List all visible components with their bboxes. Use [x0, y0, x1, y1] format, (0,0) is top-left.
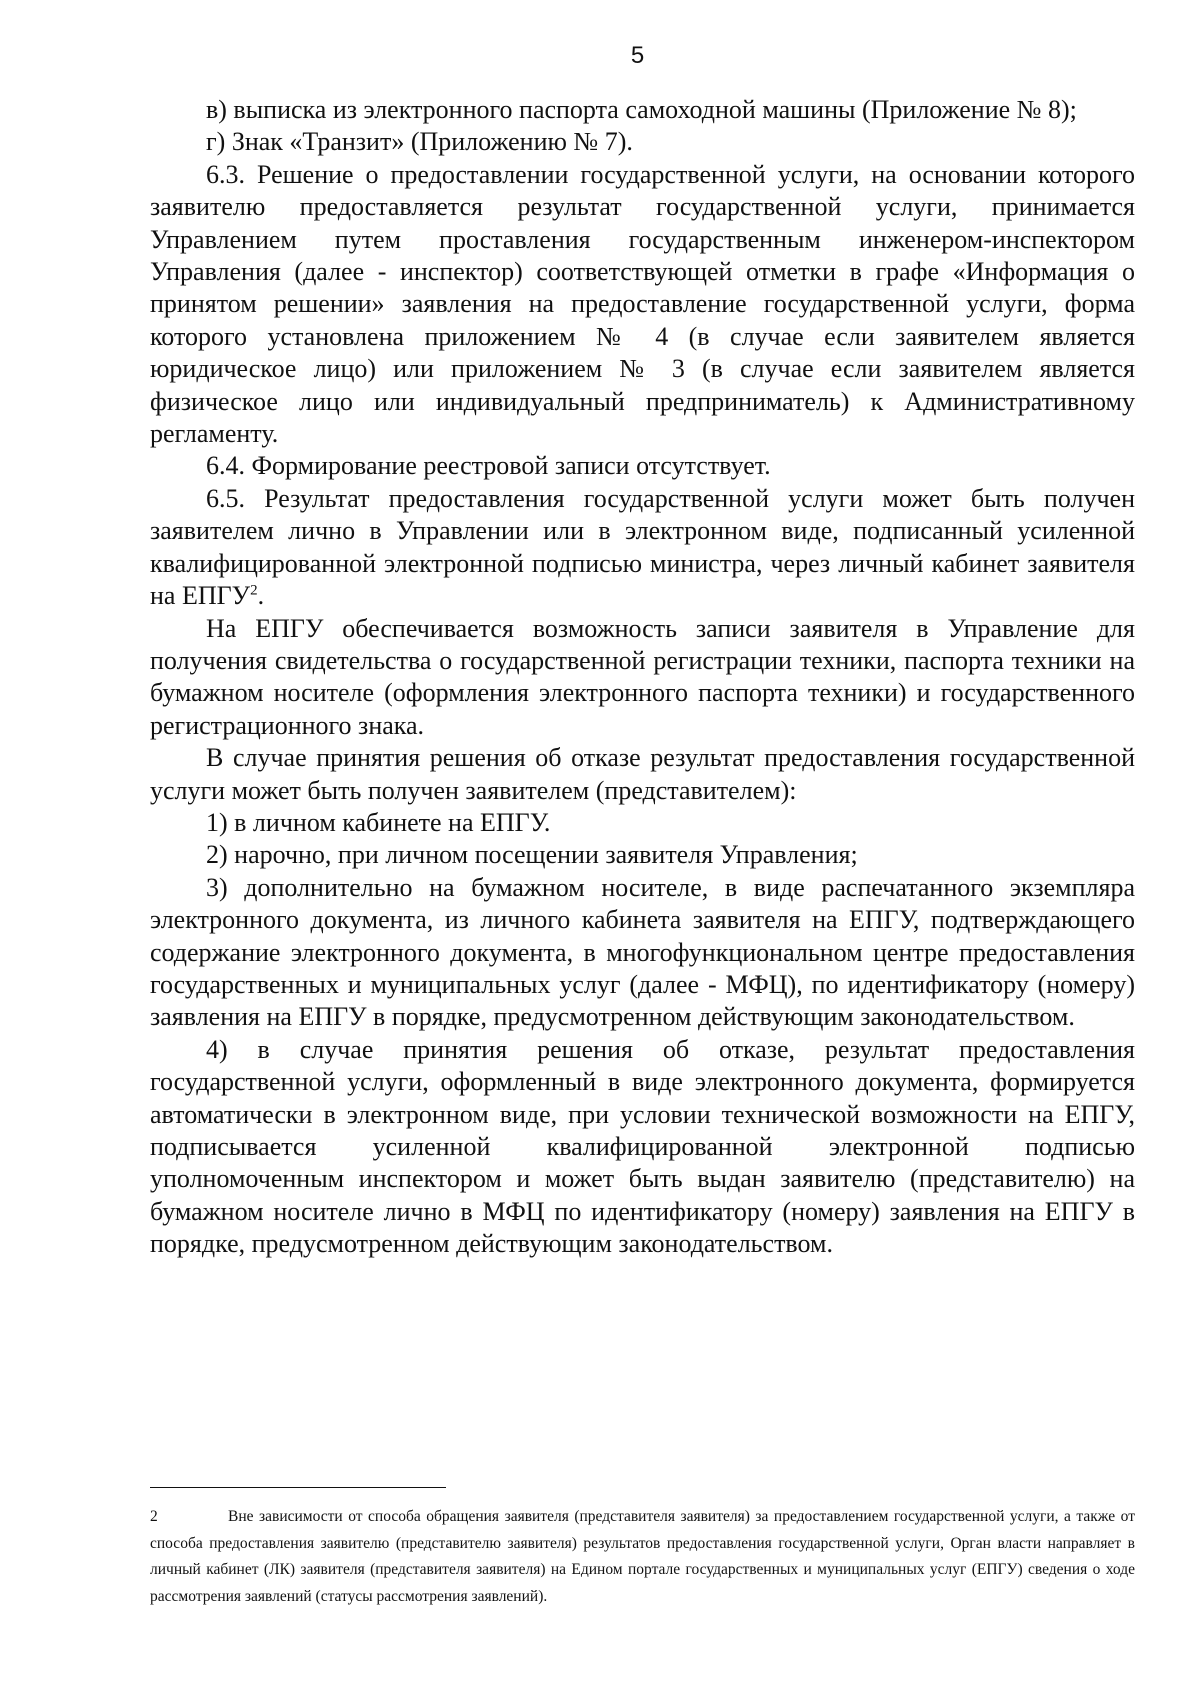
footnote-divider — [150, 1487, 446, 1488]
list-item-2: 2) нарочно, при личном посещении заявителя Управления; — [206, 840, 858, 870]
footnote-number: 2 — [150, 1508, 158, 1525]
list-item-1: 1) в личном кабинете на ЕПГУ. — [206, 807, 551, 837]
paragraph-6-5-text: 6.5. Результат предоставления государственной услуги может быть получен заявителем лично в Управлении или в электронном виде, подписанный усиленной квалифицированной электронной подписью министра, через личный кабинет заявителя на ЕПГУ — [150, 483, 1135, 611]
paragraph-epgu-booking: На ЕПГУ обеспечивается возможность записи заявителя в Управление для получения свидетельства о государственной регистрации техники, паспорта техники на бумажном носителе (оформления электронного паспорта техники) и государственного регистрационного знака. — [150, 613, 1135, 740]
paragraph-6-3: 6.3. Решение о предоставлении государственной услуги, на основании которого заявителю предоставляется результат государственной услуги, принимается Управлением путем проставления государственным инженером-инспектором Управления (далее - инспектор) соответствующей отметки в графе «Информация о принятом решении» заявления на предоставление государственной услуги, форма которого установлена приложением № 4 (в случае если заявителем является юридическое лицо) или приложением № 3 (в случае если заявителем является физическое лицо или индивидуальный предприниматель) к Административному регламенту. — [150, 159, 1135, 449]
list-item-3: 3) дополнительно на бумажном носителе, в виде распечатанного экземпляра электронного документа, из личного кабинета заявителя на ЕПГУ, подтверждающего содержание электронного документа, в многофункциональном центре предоставления государственных и муниципальных услуг (далее - МФЦ), по идентификатору (номеру) заявления на ЕПГУ в порядке, предусмотренном действующим законодательством. — [150, 872, 1135, 1032]
page-number: 5 — [630, 42, 645, 69]
footnote-text: Вне зависимости от способа обращения заявителя (представителя заявителя) за предоставлением государственной услуги, а также от способа предоставления заявителю (представителю заявителя) результатов предоставления государственной услуги, Орган власти направляет в личный кабинет (ЛК) заявителя (представителя заявителя) на Едином портале государственных и муниципальных услуг (ЕПГУ) сведения о ходе рассмотрения заявлений (статусы рассмотрения заявлений). — [150, 1508, 1135, 1605]
paragraph-6-4: 6.4. Формирование реестровой записи отсутствует. — [206, 451, 771, 481]
document-body — [150, 94, 1135, 1261]
footnote-reference[interactable]: 2 — [250, 582, 258, 599]
paragraph-refusal-intro: В случае принятия решения об отказе результат предоставления государственной услуги может быть получен заявителем (представителем): — [150, 743, 1135, 805]
paragraph-item-v: в) выписка из электронного паспорта самоходной машины (Приложение № 8); — [206, 95, 1077, 124]
paragraph-item-g: г) Знак «Транзит» (Приложению № 7). — [206, 127, 633, 157]
paragraph-6-5 — [150, 483, 1135, 613]
paragraph-6-5-end: . — [257, 581, 265, 611]
footnote — [150, 1504, 1135, 1610]
list-item-4: 4) в случае принятия решения об отказе, результат предоставления государственной услуги, оформленный в виде электронного документа, формируется автоматически в электронном виде, при условии технической возможности на ЕПГУ, подписывается усиленной квалифицированной электронной подписью уполномоченным инспектором и может быть выдан заявителю (представителю) на бумажном носителе лично в МФЦ по идентификатору (номеру) заявления на ЕПГУ в порядке, предусмотренном действующим законодательством. — [150, 1034, 1135, 1259]
